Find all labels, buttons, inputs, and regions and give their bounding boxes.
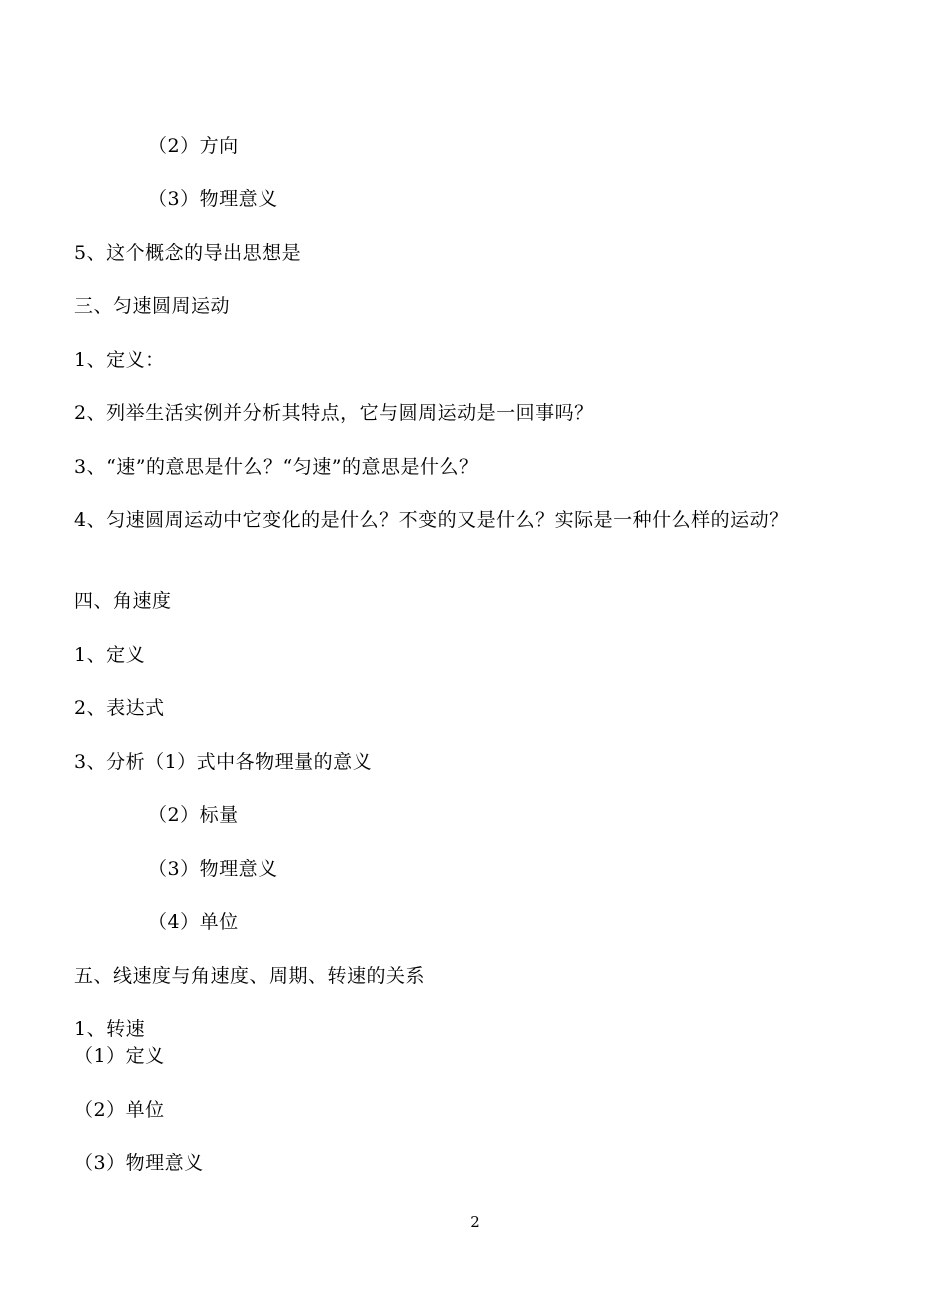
item-definition: 1、定义： bbox=[74, 349, 165, 371]
item-what-changes: 4、匀速圆周运动中它变化的是什么？不变的又是什么？实际是一种什么样的运动？ bbox=[74, 509, 789, 531]
item-rotational-speed: 1、转速 bbox=[74, 1018, 146, 1040]
item-expression: 2、表达式 bbox=[74, 697, 165, 719]
subitem-physical-meaning: （3）物理意义 bbox=[148, 188, 278, 210]
item-meaning-of-speed: 3、“速”的意思是什么？“匀速”的意思是什么？ bbox=[74, 456, 479, 478]
section-heading-angular-velocity: 四、角速度 bbox=[74, 590, 172, 612]
subitem-physical-meaning: （3）物理意义 bbox=[74, 1152, 204, 1174]
section-heading-uniform-circular-motion: 三、匀速圆周运动 bbox=[74, 295, 231, 317]
item-analysis: 3、分析（1）式中各物理量的意义 bbox=[74, 751, 373, 773]
subitem-direction: （2）方向 bbox=[148, 135, 239, 157]
subitem-physical-meaning: （3）物理意义 bbox=[148, 858, 278, 880]
item-life-examples: 2、列举生活实例并分析其特点，它与圆周运动是一回事吗？ bbox=[74, 402, 594, 424]
item-derivation-idea: 5、这个概念的导出思想是 bbox=[74, 242, 302, 264]
subitem-unit: （4）单位 bbox=[148, 911, 239, 933]
subitem-scalar: （2）标量 bbox=[148, 804, 239, 826]
subitem-unit: （2）单位 bbox=[74, 1099, 165, 1121]
page-number: 2 bbox=[470, 1213, 480, 1231]
section-heading-relationships: 五、线速度与角速度、周期、转速的关系 bbox=[74, 965, 426, 987]
item-definition: 1、定义 bbox=[74, 644, 146, 666]
subitem-definition: （1）定义 bbox=[74, 1045, 165, 1067]
